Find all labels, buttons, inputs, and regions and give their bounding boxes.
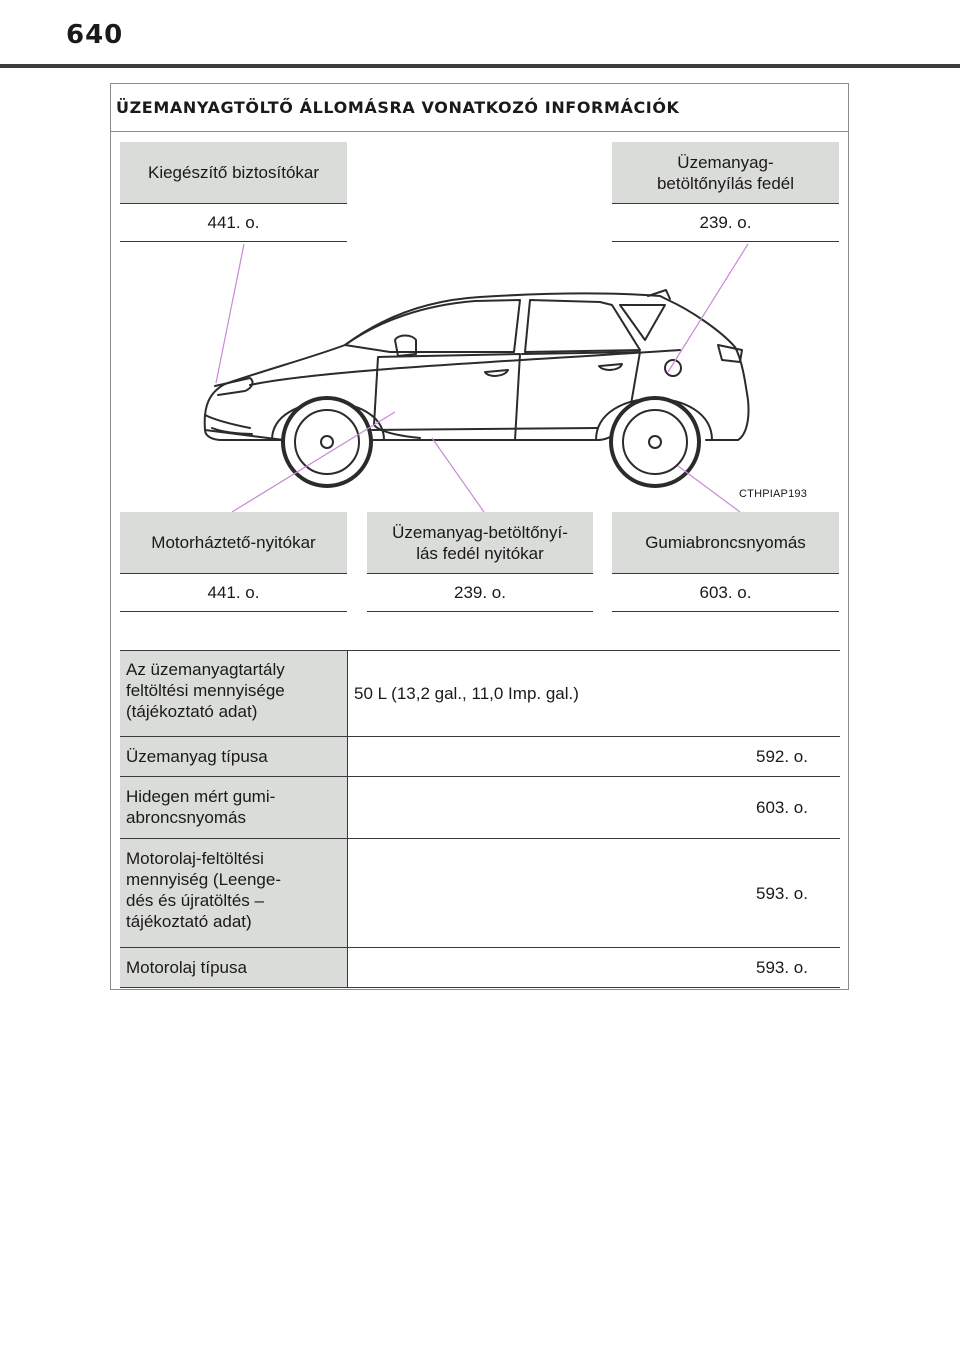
- callout-label-line: Üzemanyag-betöltőnyí-: [392, 522, 568, 542]
- car-spoiler: [648, 290, 670, 299]
- rear-door-handle: [599, 364, 622, 370]
- callout-label-line: lás fedél nyitókar: [416, 543, 544, 563]
- table-label-line: Üzemanyag típusa: [126, 747, 268, 766]
- sill-line: [372, 428, 598, 430]
- table-row: [120, 948, 840, 988]
- table-label-line: Az üzemanyagtartály: [126, 660, 285, 679]
- callout-label-line: Üzemanyag-: [677, 152, 774, 172]
- car-front-door: [374, 354, 520, 440]
- fuel-flap: [665, 360, 681, 376]
- table-row-label: [120, 839, 348, 947]
- table-label-line: dés és újratöltés –: [126, 891, 264, 910]
- rear-wheel: [611, 398, 699, 486]
- callout-label-line: Motorháztető-nyitókar: [151, 533, 316, 552]
- front-door-handle: [485, 370, 508, 376]
- leader-line-fuel-door: [668, 244, 748, 372]
- section-title: ÜZEMANYAGTÖLTŐ ÁLLOMÁSRA VONATKOZÓ INFORMÁCIÓK: [111, 84, 848, 132]
- table-row-value: 593. o.: [756, 883, 808, 903]
- table-row-value: 603. o.: [756, 798, 808, 817]
- table-row: [120, 651, 840, 737]
- table-row: [120, 737, 840, 777]
- table-label-line: tájékoztató adat): [126, 912, 252, 931]
- callout-ref-auxiliary-catch: 441. o.: [120, 204, 347, 242]
- table-row-value: 50 L (13,2 gal., 11,0 Imp. gal.): [354, 684, 579, 703]
- callout-label-line: betöltőnyílás fedél: [656, 173, 795, 193]
- fuel-info-table: [120, 650, 840, 988]
- table-label-line: Motorolaj típusa: [126, 958, 247, 977]
- car-quarter-window: [620, 305, 665, 340]
- callout-label-line: Kiegészítő biztosítókar: [147, 163, 320, 182]
- leader-line-auxiliary-catch: [216, 244, 244, 383]
- table-label-line: Motorolaj-feltöltési: [126, 849, 264, 868]
- callout-ref-fuel-door: 239. o.: [612, 204, 839, 242]
- callout-ref-tire-pressure: 603. o.: [612, 574, 839, 612]
- car-front-window: [345, 300, 520, 352]
- table-label-line: (tájékoztató adat): [126, 702, 258, 721]
- table-row-value: 592. o.: [756, 747, 808, 766]
- callout-label-line: Gumiabroncsnyomás: [645, 533, 806, 552]
- table-row: [120, 777, 840, 839]
- table-row-label: [120, 777, 348, 838]
- table-row: [120, 839, 840, 948]
- page-number: 640: [66, 20, 124, 50]
- leader-line-fuel-door-opener: [432, 438, 484, 512]
- callout-ref-fuel-door-opener: 239. o.: [367, 574, 593, 612]
- table-label-line: abroncsnyomás: [126, 808, 247, 827]
- table-row-label: [120, 737, 348, 776]
- table-row-label: [120, 948, 348, 987]
- callout-label-hood-release: [120, 512, 347, 574]
- table-row-value: 593. o.: [756, 958, 808, 977]
- callout-label-fuel-door-opener: [367, 512, 593, 574]
- leader-line-tire-pressure: [678, 466, 740, 512]
- callout-label-fuel-door: [612, 142, 839, 204]
- callout-label-auxiliary-catch: [120, 142, 347, 204]
- table-label-line: mennyiség (Leenge-: [126, 870, 281, 889]
- table-row-label: [120, 651, 348, 736]
- table-label-line: feltöltési mennyisége: [126, 681, 285, 700]
- image-code: CTHPIAP193: [739, 488, 808, 500]
- table-label-line: Hidegen mért gumi-: [126, 787, 276, 806]
- callout-ref-hood-release: 441. o.: [120, 574, 347, 612]
- callout-label-tire-pressure: [612, 512, 839, 574]
